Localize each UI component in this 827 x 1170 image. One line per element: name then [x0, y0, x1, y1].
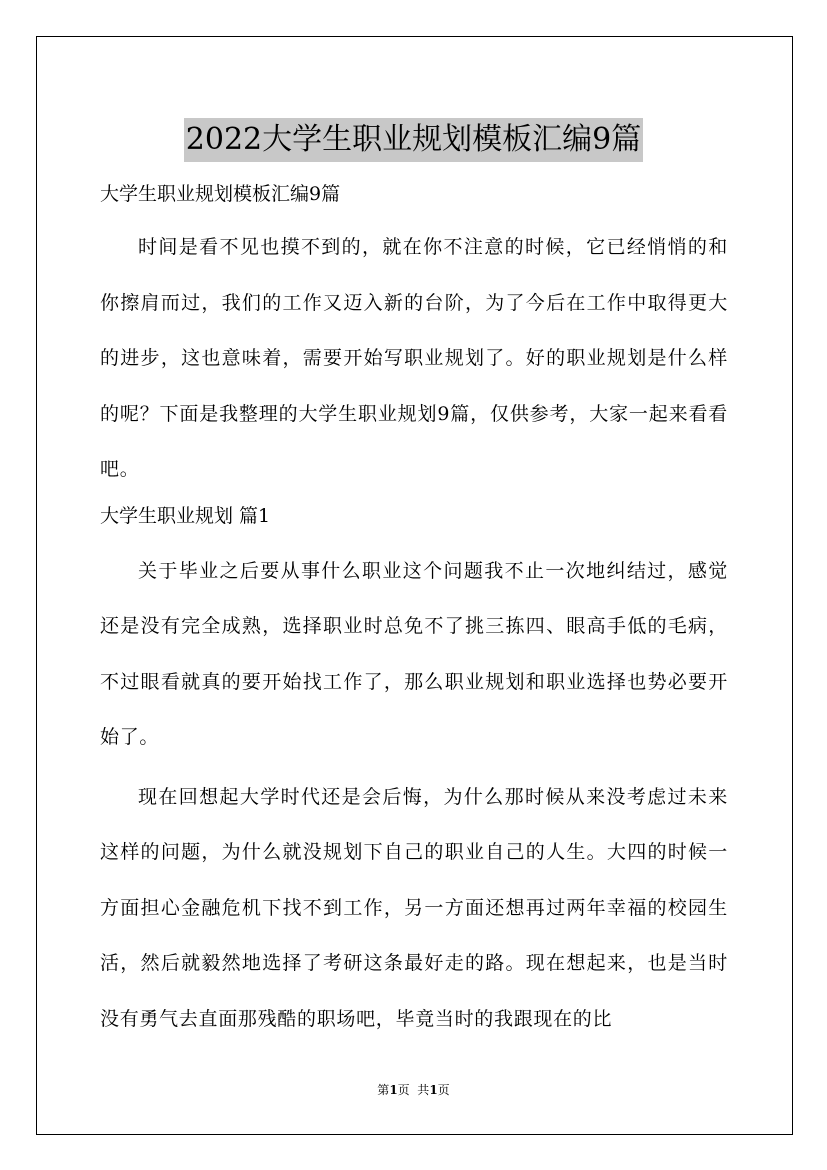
intro-paragraph: 时间是看不见也摸不到的，就在你不注意的时候，它已经悄悄的和你擦肩而过，我们的工作又迈入新的台阶，为了今后在工作中取得更大的进步，这也意味着，需要开始写职业规划了。好的职业规划是什么样的呢？下面是我整理的大学生职业规划9篇，仅供参考，大家一起来看看吧。: [100, 236, 728, 480]
total-pages-number: 1: [429, 1083, 438, 1097]
section-heading: 大学生职业规划 篇1: [100, 504, 271, 527]
page-footer: [0, 1081, 827, 1098]
body-paragraph: 现在回想起大学时代还是会后悔，为什么那时候从来没考虑过未来这样的问题，为什么就没规划下自己的职业自己的人生。大四的时候一方面担心金融危机下找不到工作，另一方面还想再过两年幸福的校园生活，然后就毅然地选择了考研这条最好走的路。现在想起来，也是当时没有勇气去直面那残酷的职场吧，毕竟当时的我跟现在的比: [100, 785, 728, 1030]
current-page-number: 1: [389, 1083, 398, 1097]
title-container: [0, 98, 827, 182]
document-subtitle: 大学生职业规划模板汇编9篇: [100, 183, 341, 205]
footer-mid: 页 共: [397, 1083, 430, 1097]
footer-prefix: 第: [377, 1083, 390, 1097]
footer-suffix: 页: [437, 1083, 450, 1097]
document-body: [100, 174, 728, 1047]
body-paragraph: 关于毕业之后要从事什么职业这个问题我不止一次地纠结过，感觉还是没有完全成熟，选择职业时总免不了挑三拣四、眼高手低的毛病，不过眼看就真的要开始找工作了，那么职业规划和职业选择也势必要开始了。: [100, 559, 728, 748]
document-title: 2022大学生职业规划模板汇编9篇: [184, 118, 643, 162]
